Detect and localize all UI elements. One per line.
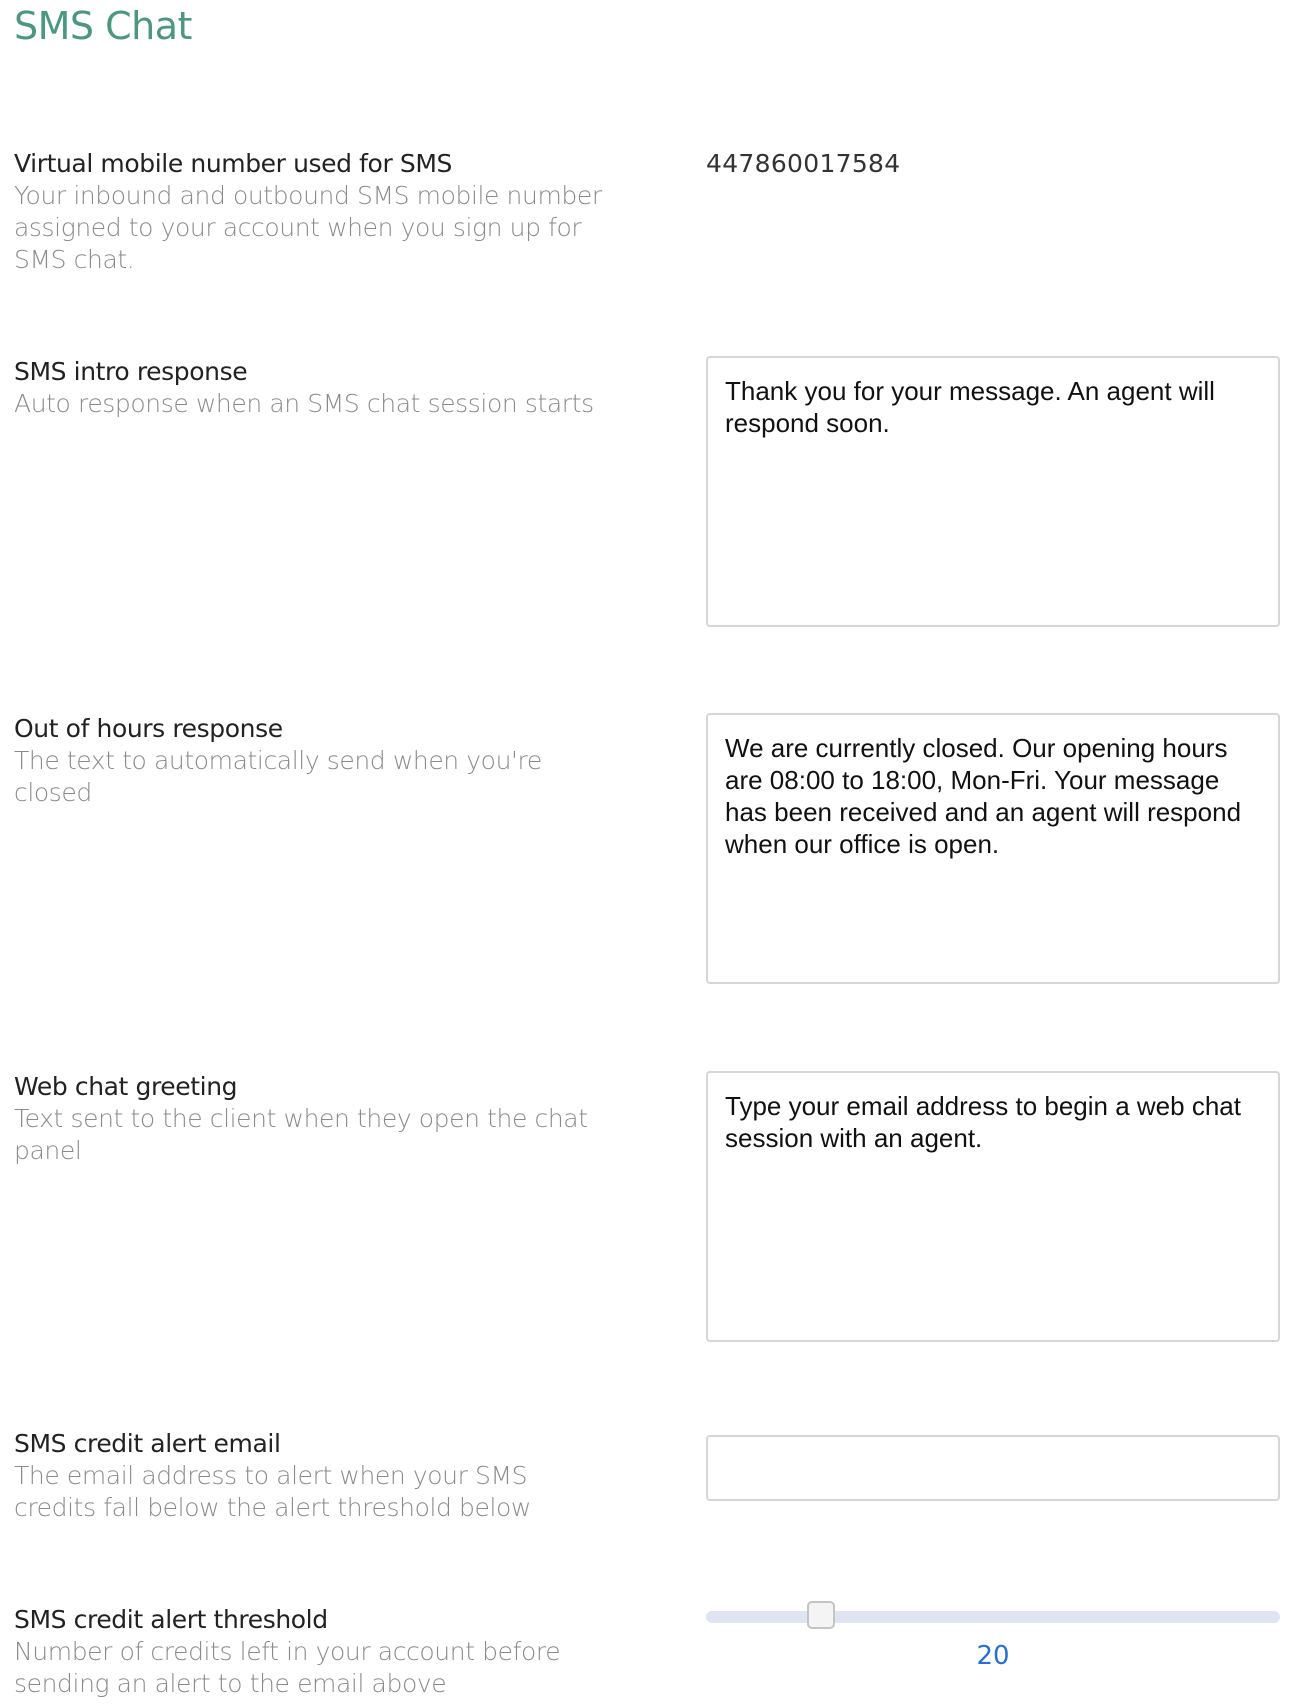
setting-description: Number of credits left in your account before sending an alert to the email above (14, 1637, 561, 1698)
web-chat-greeting-textarea[interactable] (706, 1071, 1280, 1342)
setting-credit-alert-threshold (14, 1604, 614, 1700)
setting-title: Out of hours response (14, 714, 283, 743)
setting-title: Web chat greeting (14, 1072, 238, 1101)
setting-virtual-number (14, 148, 614, 276)
setting-credit-alert-email (14, 1428, 614, 1524)
setting-title: SMS credit alert email (14, 1429, 281, 1458)
threshold-slider-thumb[interactable] (807, 1601, 835, 1629)
setting-description: The text to automatically send when you're closed (14, 746, 542, 807)
setting-web-chat-greeting (14, 1071, 614, 1167)
credit-alert-email-input[interactable] (706, 1435, 1280, 1501)
setting-description: Auto response when an SMS chat session starts (14, 389, 594, 418)
setting-description: Your inbound and outbound SMS mobile number assigned to your account when you sign up for SMS chat. (14, 181, 602, 274)
virtual-number-value: 447860017584 (706, 149, 901, 178)
setting-title: SMS credit alert threshold (14, 1605, 328, 1634)
threshold-slider-value: 20 (976, 1641, 1010, 1671)
setting-title: Virtual mobile number used for SMS (14, 149, 452, 178)
intro-response-textarea[interactable] (706, 356, 1280, 627)
setting-title: SMS intro response (14, 357, 248, 386)
threshold-slider-track[interactable] (706, 1611, 1280, 1623)
setting-description: The email address to alert when your SMS credits fall below the alert threshold below (14, 1461, 531, 1522)
page-title: SMS Chat (14, 4, 192, 48)
setting-intro-response (14, 356, 614, 420)
setting-out-of-hours (14, 713, 614, 809)
out-of-hours-textarea[interactable] (706, 713, 1280, 984)
setting-description: Text sent to the client when they open the chat panel (14, 1104, 588, 1165)
